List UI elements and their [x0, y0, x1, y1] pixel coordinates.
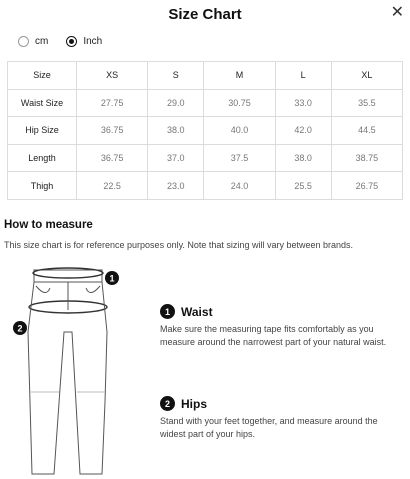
table-row [8, 172, 403, 200]
column-header: M [204, 62, 275, 90]
step-number-badge: 2 [160, 396, 175, 411]
row-label: Waist Size [8, 89, 77, 117]
column-header: L [275, 62, 331, 90]
marker-2 [13, 321, 27, 335]
table-cell: 40.0 [204, 117, 275, 145]
table-cell: 37.5 [204, 144, 275, 172]
unit-option-cm[interactable] [18, 36, 48, 47]
table-cell: 37.0 [148, 144, 204, 172]
unit-label-inch: Inch [83, 36, 103, 47]
hips-title: Hips [181, 396, 208, 411]
hips-description: Stand with your feet together, and measure around the widest part of your hips. [160, 416, 378, 439]
table-cell: 24.0 [204, 172, 275, 200]
table-cell: 44.5 [331, 117, 402, 145]
table-cell: 26.75 [331, 172, 402, 200]
table-cell: 36.75 [77, 117, 148, 145]
table-cell: 22.5 [77, 172, 148, 200]
radio-cm[interactable] [18, 36, 29, 47]
column-header: S [148, 62, 204, 90]
row-label: Hip Size [8, 117, 77, 145]
how-to-measure-heading: How to measure [4, 219, 93, 231]
table-cell: 36.75 [77, 144, 148, 172]
table-row [8, 144, 403, 172]
column-header: XL [331, 62, 402, 90]
marker-2-label: 2 [17, 323, 23, 334]
table-row [8, 89, 403, 117]
unit-label-cm: cm [35, 36, 49, 47]
close-icon[interactable]: ✕ [390, 4, 404, 21]
marker-1-label: 1 [109, 273, 115, 284]
size-chart-title: Size Chart [168, 6, 242, 23]
table-cell: 27.75 [77, 89, 148, 117]
pants-illustration [6, 262, 126, 478]
hips-instruction [160, 396, 405, 440]
table-cell: 35.5 [331, 89, 402, 117]
table-header-row [8, 62, 403, 90]
table-cell: 25.5 [275, 172, 331, 200]
unit-toggle [18, 36, 120, 47]
table-cell: 38.0 [275, 144, 331, 172]
row-label: Thigh [8, 172, 77, 200]
radio-inch[interactable] [66, 36, 77, 47]
table-cell: 38.0 [148, 117, 204, 145]
waist-instruction [160, 304, 405, 348]
column-header: XS [77, 62, 148, 90]
marker-1 [105, 271, 119, 285]
unit-option-inch[interactable] [66, 36, 102, 47]
table-row [8, 117, 403, 145]
row-label: Length [8, 144, 77, 172]
column-header: Size [8, 62, 77, 90]
table-cell: 23.0 [148, 172, 204, 200]
table-cell: 30.75 [204, 89, 275, 117]
table-cell: 38.75 [331, 144, 402, 172]
table-cell: 29.0 [148, 89, 204, 117]
table-cell: 33.0 [275, 89, 331, 117]
waist-title: Waist [181, 304, 213, 319]
waist-description: Make sure the measuring tape fits comfortably as you measure around the narrowest part of your natural waist. [160, 324, 387, 347]
table-cell: 42.0 [275, 117, 331, 145]
size-table [7, 61, 403, 200]
step-number-badge: 1 [160, 304, 175, 319]
sizing-note: This size chart is for reference purposes only. Note that sizing will vary between brands. [4, 240, 353, 250]
